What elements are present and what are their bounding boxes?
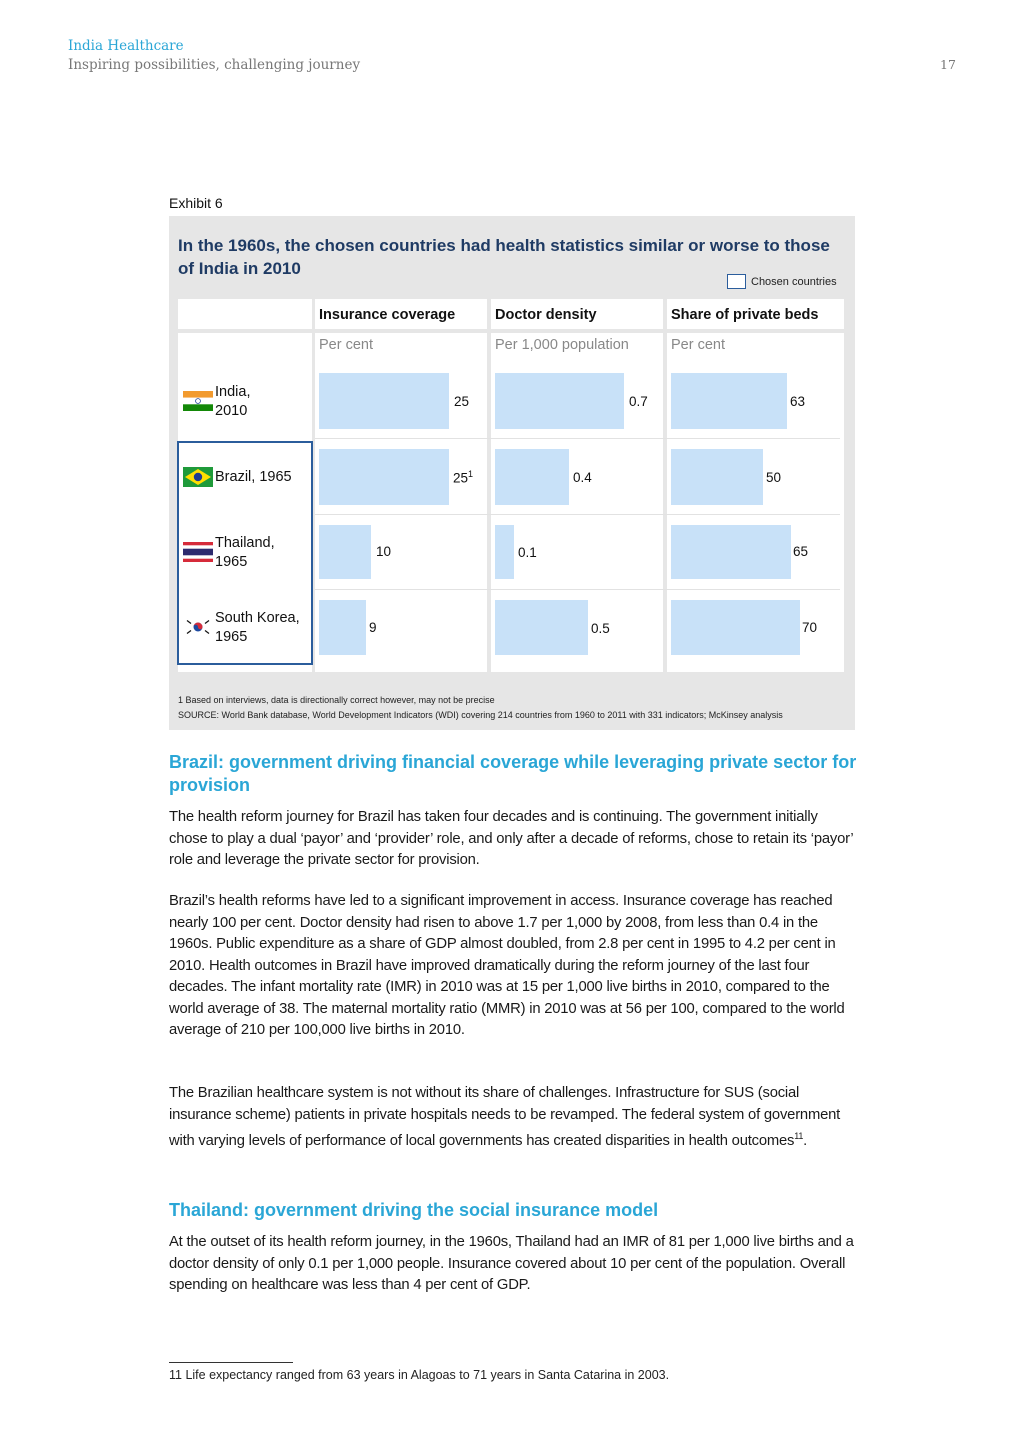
value-label-thailand-insurance: 10 <box>376 544 392 559</box>
bar-south-korea-doctor <box>495 600 588 655</box>
paragraph-text: . <box>803 1132 808 1149</box>
value-label-brazil-beds: 50 <box>766 470 782 485</box>
value-label-south-korea-doctor: 0.5 <box>591 621 610 636</box>
exhibit-title: In the 1960s, the chosen countries had health statistics similar or worse to those of India in 2010 <box>178 236 830 278</box>
paragraph-brazil-3 <box>169 1083 859 1152</box>
bar-thailand-beds <box>671 525 791 579</box>
bar-thailand-insurance <box>319 525 371 579</box>
legend-label: Chosen countries <box>751 275 837 288</box>
row-label-line: 2010 <box>215 403 248 419</box>
bar-south-korea-insurance <box>319 600 366 655</box>
footnote-marker: 1 <box>468 469 474 479</box>
section-heading-brazil: Brazil: government driving financial coverage while leveraging private sector for provision <box>169 752 857 795</box>
exhibit-footnote: 1 Based on interviews, data is directionally correct however, may not be precise <box>178 695 495 705</box>
paragraph-text: The Brazilian healthcare system is not without its share of challenges. Infrastructure for SUS (social insurance scheme) patients in private hospitals needs to be revamped. The federal system of government with varying levels of performance of local governments has created disparities in health outcomes <box>169 1085 841 1149</box>
legend <box>727 273 837 290</box>
header-cell-blank <box>178 299 312 329</box>
bar-india-beds <box>671 373 787 429</box>
column-unit-doctor: Per 1,000 population <box>495 337 629 353</box>
running-header-title: India Healthcare <box>68 38 184 54</box>
value-label-thailand-beds: 65 <box>793 544 809 559</box>
bar-brazil-doctor <box>495 449 569 505</box>
value-label-south-korea-insurance: 9 <box>369 620 377 635</box>
bar-brazil-insurance <box>319 449 449 505</box>
value-label-south-korea-beds: 70 <box>802 620 818 635</box>
row-label-line: Brazil, 1965 <box>215 469 292 485</box>
footnote-rule <box>169 1362 293 1363</box>
column-unit-beds: Per cent <box>671 337 725 353</box>
value-label-text: 25 <box>453 470 469 486</box>
exhibit-source: SOURCE: World Bank database, World Development Indicators (WDI) covering 214 countries from 1960 to 2011 with 331 indicators; McKinsey analysis <box>178 710 783 720</box>
exhibit-label: Exhibit 6 <box>169 195 223 211</box>
page-number: 17 <box>940 57 956 72</box>
bar-thailand-doctor <box>495 525 514 579</box>
bar-south-korea-beds <box>671 600 800 655</box>
column-title-insurance: Insurance coverage <box>319 307 456 323</box>
column-unit-insurance: Per cent <box>319 337 373 353</box>
value-label-india-beds: 63 <box>790 394 806 409</box>
row-label-line: South Korea, <box>215 610 300 626</box>
chosen-countries-frame <box>177 441 313 665</box>
value-label-brazil-doctor: 0.4 <box>573 470 592 485</box>
value-label-india-insurance: 25 <box>454 394 470 409</box>
value-label-brazil-insurance <box>453 469 473 486</box>
bar-brazil-beds <box>671 449 763 505</box>
row-label-india <box>215 383 250 421</box>
row-separator <box>315 514 840 515</box>
row-label-line: India, <box>215 384 251 400</box>
column-title-doctor: Doctor density <box>495 307 597 323</box>
row-label-line: 1965 <box>215 554 248 570</box>
value-label-india-doctor: 0.7 <box>629 394 648 409</box>
paragraph-brazil-2: Brazil’s health reforms have led to a significant improvement in access. Insurance coverage has reached nearly 100 per cent. Doctor density had risen to above 1.7 per 1,000 by 2008, from less than 0.4 in the 1960s. Public expenditure as a share of GDP almost doubled, from 2.8 per cent in 1995 to 4.2 per cent in 2010. Health outcomes in Brazil have improved dramatically during the reform journey of the last four decades. The infant mortality rate (IMR) in 2010 was at 15 per 1,000 live births in 2010, compared to the world average of 38. The maternal mortality ratio (MMR) in 2010 was at 56 per 100, compared to the world average of 210 per 100,000 live births in 2010. <box>169 893 845 1038</box>
page-footnote: 11 Life expectancy ranged from 63 years in Alagoas to 71 years in Santa Catarina in 2003. <box>169 1368 670 1382</box>
bar-india-insurance <box>319 373 449 429</box>
column-title-beds: Share of private beds <box>671 307 819 323</box>
paragraph-brazil-1: The health reform journey for Brazil has taken four decades and is continuing. The government initially chose to play a dual ‘payor’ and ‘provider’ role, and only after a decade of reforms, chose to retain its ‘payor’ role and leverage the private sector for provision. <box>169 809 853 868</box>
row-separator <box>315 438 840 439</box>
footnote-reference: 11 <box>794 1131 804 1141</box>
value-label-thailand-doctor: 0.1 <box>518 545 537 560</box>
row-label-line: Thailand, <box>215 535 275 551</box>
india-flag-icon <box>183 391 213 411</box>
row-label-line: 1965 <box>215 629 248 645</box>
running-header-subtitle: Inspiring possibilities, challenging journey <box>68 57 361 73</box>
section-heading-thailand: Thailand: government driving the social insurance model <box>169 1200 659 1220</box>
bar-india-doctor <box>495 373 624 429</box>
row-separator <box>315 589 840 590</box>
paragraph-thailand-1: At the outset of its health reform journey, in the 1960s, Thailand had an IMR of 81 per 1,000 live births and a doctor density of only 0.1 per 1,000 people. Insurance covered about 10 per cent of the population. Overall spending on healthcare was less than 4 per cent of GDP. <box>169 1234 854 1293</box>
legend-swatch <box>727 274 746 289</box>
